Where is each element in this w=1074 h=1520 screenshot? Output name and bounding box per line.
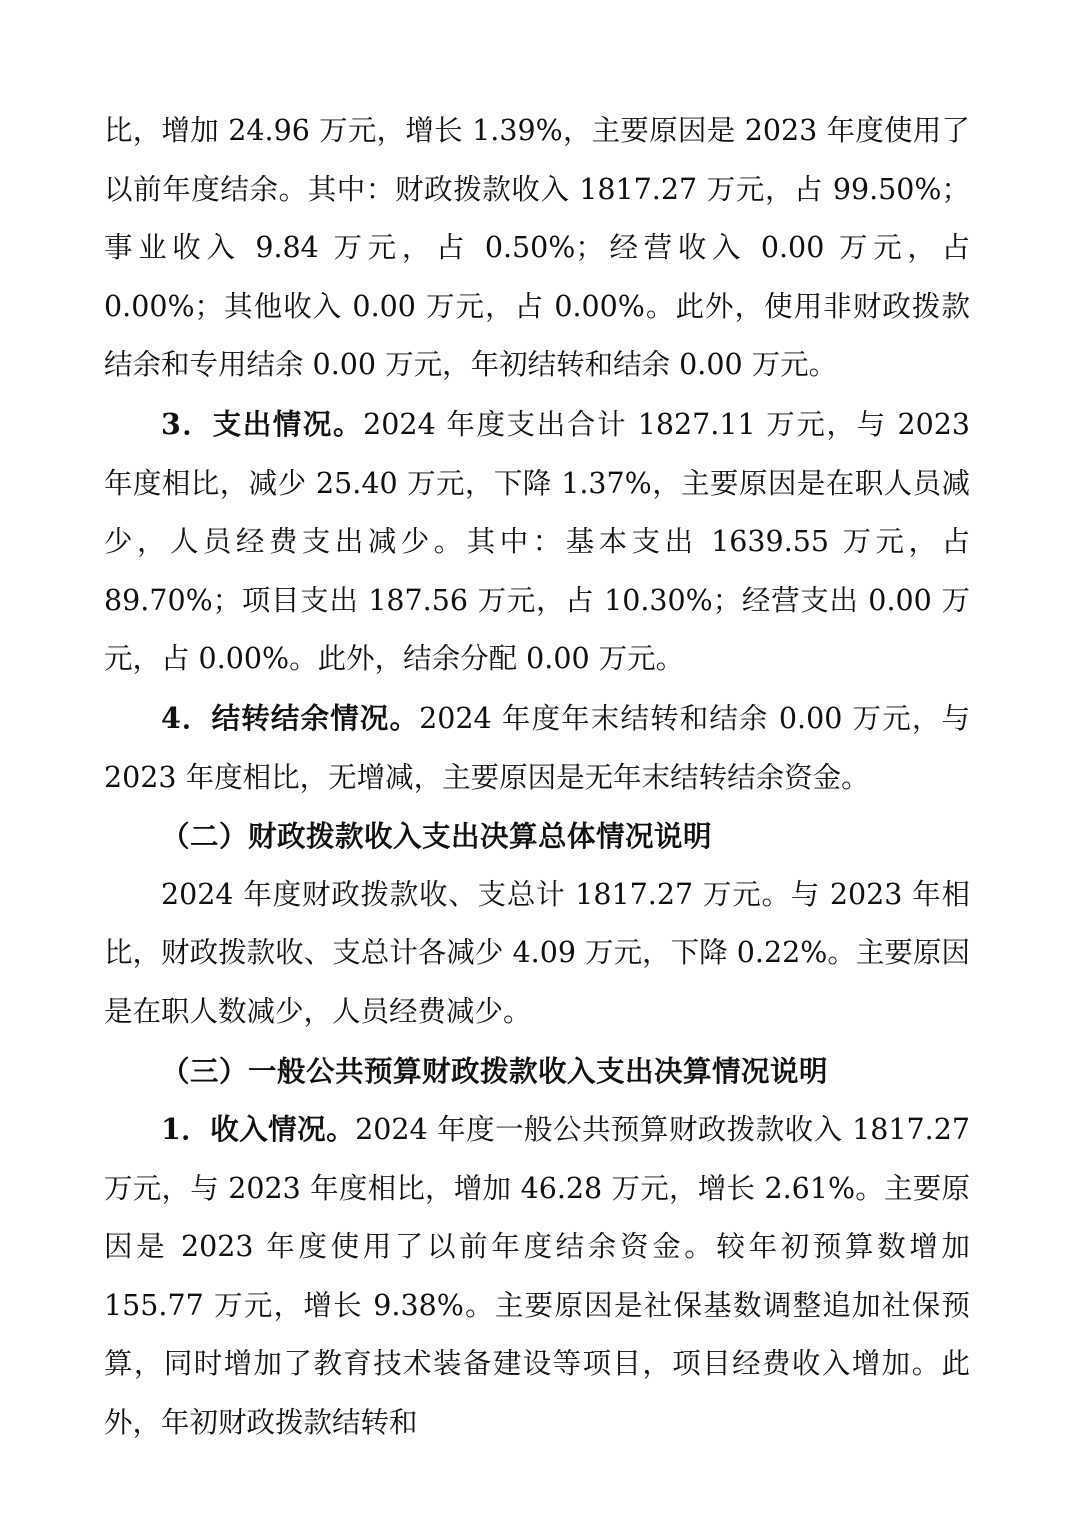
carryover-paragraph	[104, 689, 970, 807]
income-paragraph-continued: 比，增加 24.96 万元，增长 1.39%，主要原因是 2023 年度使用了以前年度结余。其中：财政拨款收入 1817.27 万元，占 99.50%；事业收入 9.84 万元，占 0.50%；经营收入 0.00 万元，占 0.00%；其他收入 0.00 万元，占 0.00%。此外，使用非财政拨款结余和专用结余 0.00 万元，年初结转和结余 0.00 万元。	[104, 114, 970, 382]
section2-heading: （二）财政拨款收入支出决算总体情况说明	[161, 819, 713, 854]
section3-heading: （三）一般公共预算财政拨款收入支出决算情况说明	[161, 1053, 829, 1088]
carryover-lead: 4．结转结余情况。	[161, 700, 420, 735]
expenditure-body: 2024 年度支出合计 1827.11 万元，与 2023 年度相比，减少 25.40 万元，下降 1.37%，主要原因是在职人员减少，人员经费支出减少。其中：基本支出 1639.55 万元，占 89.70%；项目支出 187.56 万元，占 10.30%；经营支出 0.00 万元，占 0.00%。此外，结余分配 0.00 万元。	[104, 407, 970, 676]
expenditure-lead: 3．支出情况。	[161, 406, 364, 441]
carryover-body: 2024 年度年末结转和结余 0.00 万元，与 2023 年度相比，无增减，主要原因是无年末结转结余资金。	[104, 701, 970, 794]
document-page	[104, 102, 970, 1453]
expenditure-paragraph	[104, 395, 970, 689]
section3-income-paragraph	[104, 1100, 970, 1453]
section2-body: 2024 年度财政拨款收、支总计 1817.27 万元。与 2023 年相比，财政拨款收、支总计各减少 4.09 万元，下降 0.22%。主要原因是在职人数减少，人员经费减少。	[104, 877, 970, 1028]
section3-income-body: 2024 年度一般公共预算财政拨款收入 1817.27 万元，与 2023 年度相比，增加 46.28 万元，增长 2.61%。主要原因是 2023 年度使用了以前年度结余资金。较年初预算数增加 155.77 万元，增长 9.38%。主要原因是社保基数调整追加社保预算，同时增加了教育技术装备建设等项目，项目经费收入增加。此外，年初财政拨款结转和	[104, 1113, 970, 1440]
section3-income-lead: 1．收入情况。	[161, 1112, 356, 1147]
